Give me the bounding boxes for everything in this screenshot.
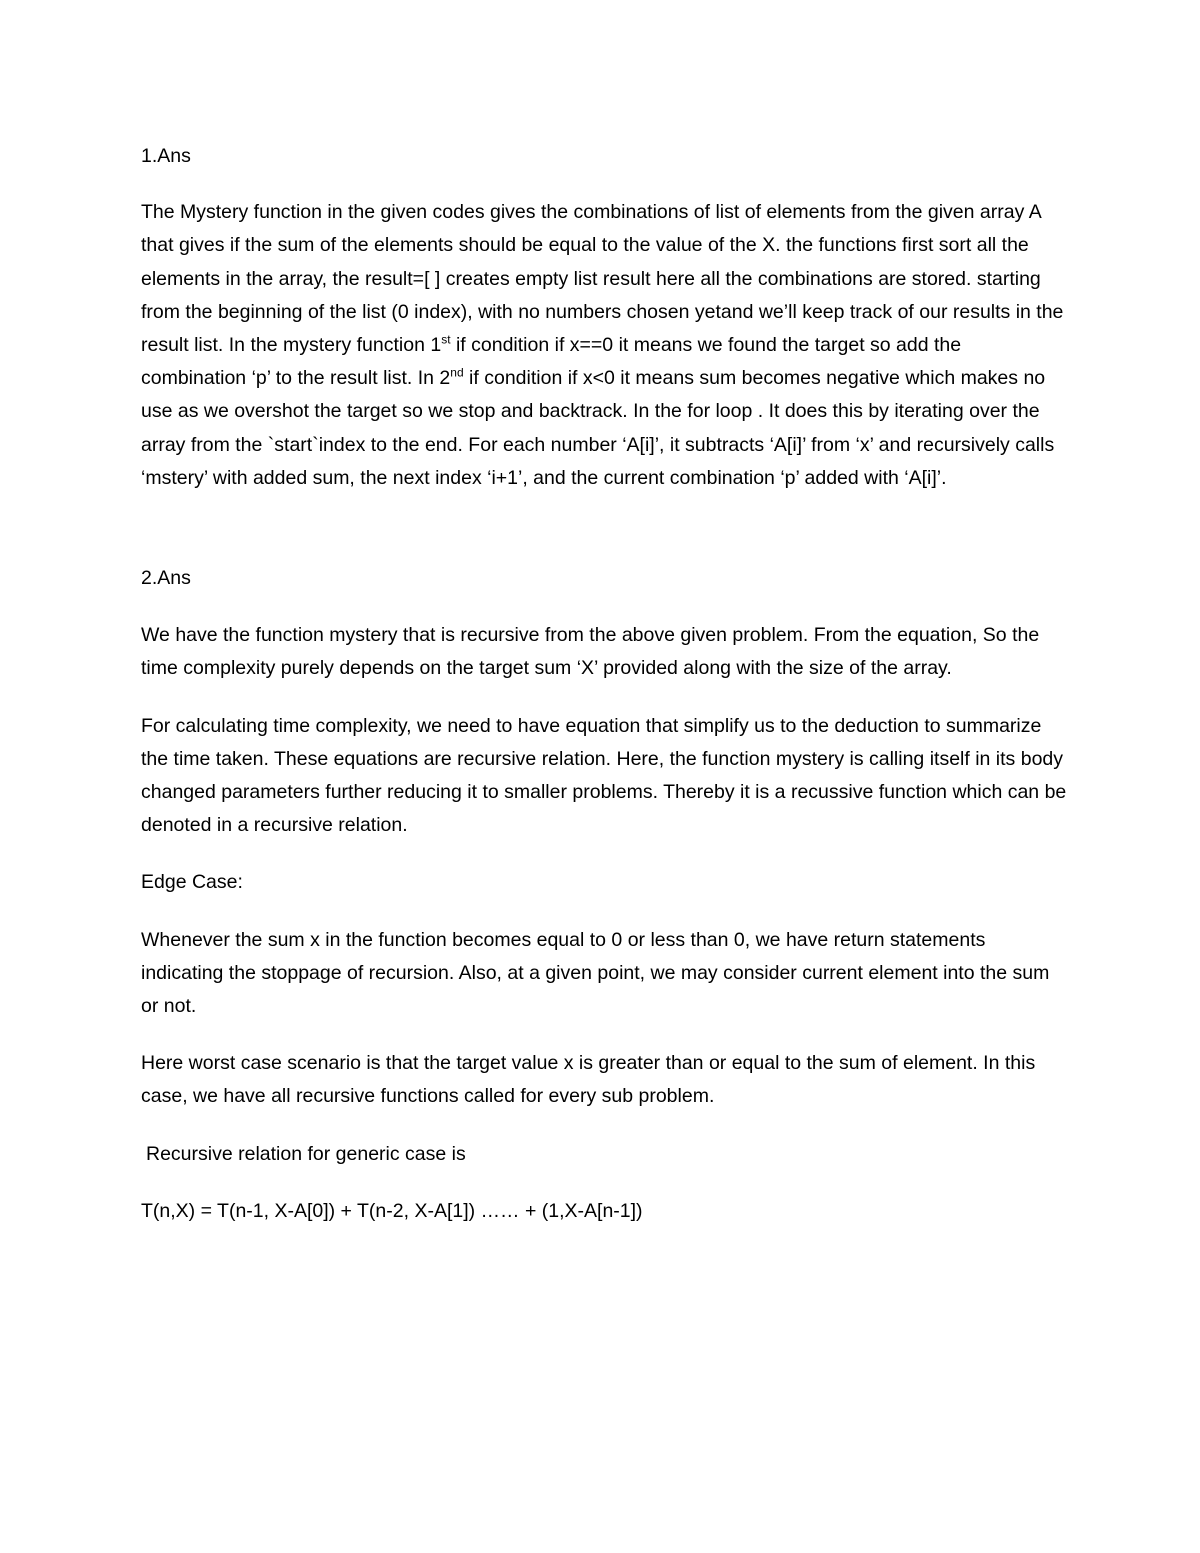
answer-2-paragraph-2: For calculating time complexity, we need to have equation that simplify us to the deduction to summarize the time taken. These equations are recursive relation. Here, the function mystery is calling itself in its body changed parameters further reducing it to smaller problems. Thereby it is a recussive function which can be denoted in a recursive relation. <box>141 714 1067 837</box>
recurrence-formula: T(n,X) = T(n-1, X-A[0]) + T(n-2, X-A[1]) …… + (1,X-A[n-1]) <box>141 1199 643 1222</box>
answer-1-text-part-2: if condition if x==0 it means we found the target so add the combination ‘p’ to the result list. In 2 <box>141 334 962 390</box>
answer-2-heading: 2.Ans <box>141 567 191 590</box>
answer-2-paragraph-3: Whenever the sum x in the function becomes equal to 0 or less than 0, we have return statements indicating the stoppage of recursion. Also, at a given point, we may consider current element into the sum or not. <box>141 928 1050 1018</box>
recursive-relation-intro: Recursive relation for generic case is <box>146 1142 466 1165</box>
answer-1-text-part-3: if condition if x<0 it means sum becomes negative which makes no use as we overshot the target so we stop and backtrack. In the for loop . It does this by iterating over the array from the `start`index to the end. For each number ‘A[i]’, it subtracts ‘A[i]’ from ‘x’ and recursively calls ‘mstery’ with added sum, the next index ‘i+1’, and the current combination ‘p’ added with ‘A[i]’. <box>141 367 1055 489</box>
answer-2-paragraph-1: We have the function mystery that is recursive from the above given problem. From the equation, So the time complexity purely depends on the target sum ‘X’ provided along with the size of the array. <box>141 624 1040 680</box>
edge-case-label: Edge Case: <box>141 871 243 894</box>
superscript-st: st <box>441 332 451 347</box>
answer-2-paragraph-4: Here worst case scenario is that the target value x is greater than or equal to the sum of element. In this case, we have all recursive functions called for every sub problem. <box>141 1052 1036 1108</box>
answer-1-heading: 1.Ans <box>141 145 191 167</box>
document-body <box>141 140 1071 1228</box>
answer-1-text-part-1: The Mystery function in the given codes gives the combinations of list of elements from the given array A that gives if the sum of the elements should be equal to the value of the X. the functions first sort all the elements in the array, the result=[ ] creates empty list result here all the combinations are stored. starting from the beginning of the list (0 index), with no numbers chosen yetand we’ll keep track of our results in the result list. In the mystery function 1 <box>141 201 1064 357</box>
superscript-nd: nd <box>450 365 464 380</box>
answer-1-paragraph <box>141 196 1071 495</box>
